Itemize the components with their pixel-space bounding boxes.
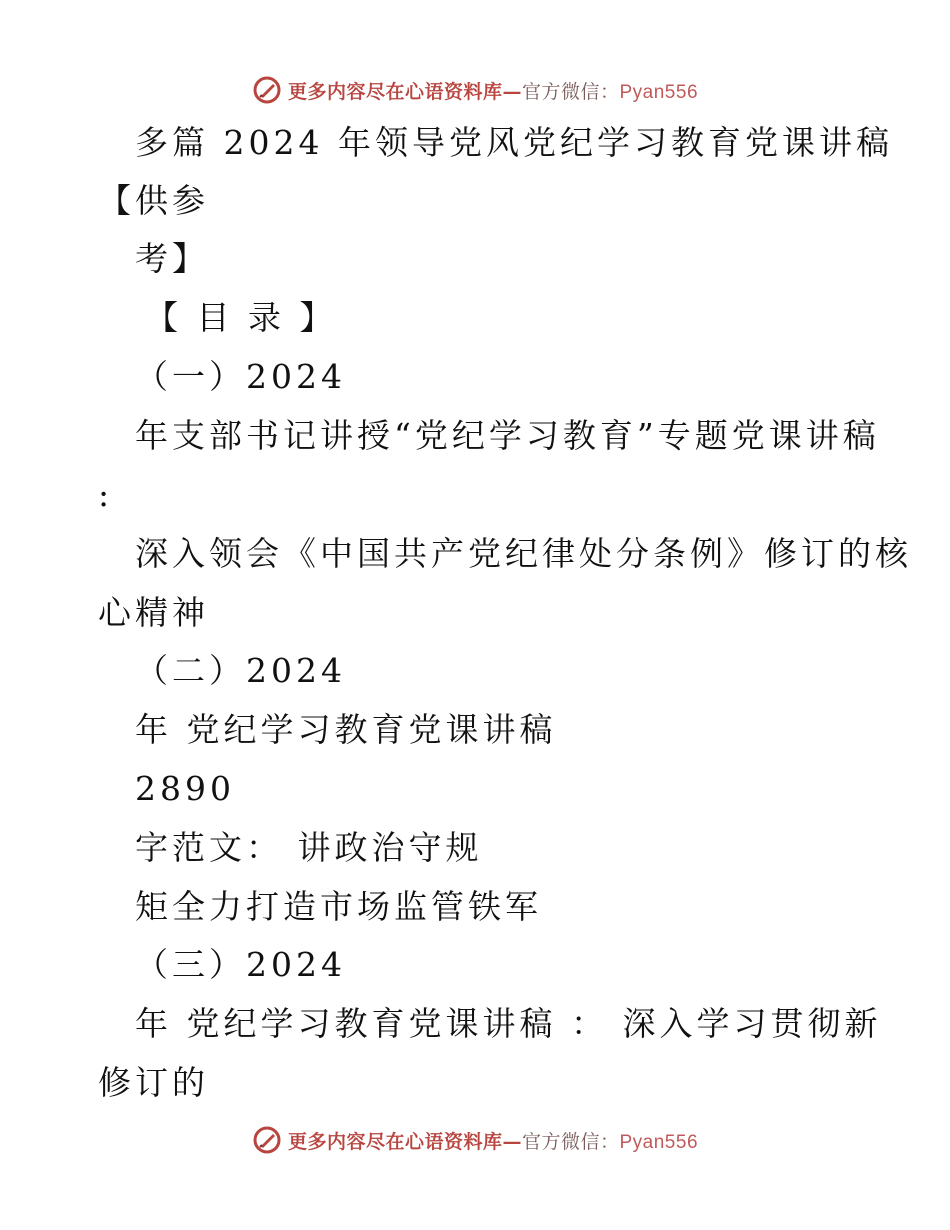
- brand-name: 更多内容尽在心语资料库: [287, 1130, 503, 1153]
- banner-text: [288, 1127, 698, 1154]
- toc-item-text: 深入领会《中国共产党纪律处分条例》修订的核: [135, 534, 912, 573]
- toc-item-text: 年 党纪学习教育党课讲稿: [135, 710, 557, 749]
- doc-title: 多篇 2024 年领导党风党纪学习教育党课讲稿: [135, 123, 893, 162]
- wechat-label: 官方微信：: [521, 1130, 620, 1153]
- toc-item-text: 矩全力打造市场监管铁军: [135, 887, 542, 926]
- toc-item-text: 2890: [135, 769, 235, 808]
- footer-banner: [0, 1120, 950, 1160]
- toc-item-number: （一）2024: [135, 357, 346, 396]
- header-banner: [0, 70, 950, 110]
- quill-pen-icon: [252, 75, 282, 105]
- toc-item-text: 字范文： 讲政治守规: [135, 828, 483, 867]
- doc-line: 考】: [135, 239, 209, 278]
- toc-item-text: 心精神: [98, 593, 209, 632]
- toc-item-number: （三）2024: [135, 945, 346, 984]
- toc-heading: 【 目 录 】: [145, 298, 337, 337]
- doc-line: :: [98, 475, 114, 514]
- banner-dash: —: [502, 1130, 522, 1153]
- brand-name: 更多内容尽在心语资料库: [287, 80, 503, 103]
- doc-line: 【供参: [98, 181, 209, 220]
- banner-text: [288, 77, 698, 104]
- quill-pen-icon: [252, 1125, 282, 1155]
- toc-item-text: 年支部书记讲授“党纪学习教育”专题党课讲稿: [135, 416, 880, 455]
- wechat-handle: Pyan556: [619, 1131, 699, 1153]
- toc-item-number: （二）2024: [135, 651, 346, 690]
- wechat-handle: Pyan556: [619, 81, 699, 103]
- toc-item-text: 修订的: [98, 1063, 209, 1102]
- banner-dash: —: [502, 80, 522, 103]
- wechat-label: 官方微信：: [521, 80, 620, 103]
- toc-item-text: 年 党纪学习教育党课讲稿 ： 深入学习贯彻新: [135, 1004, 882, 1043]
